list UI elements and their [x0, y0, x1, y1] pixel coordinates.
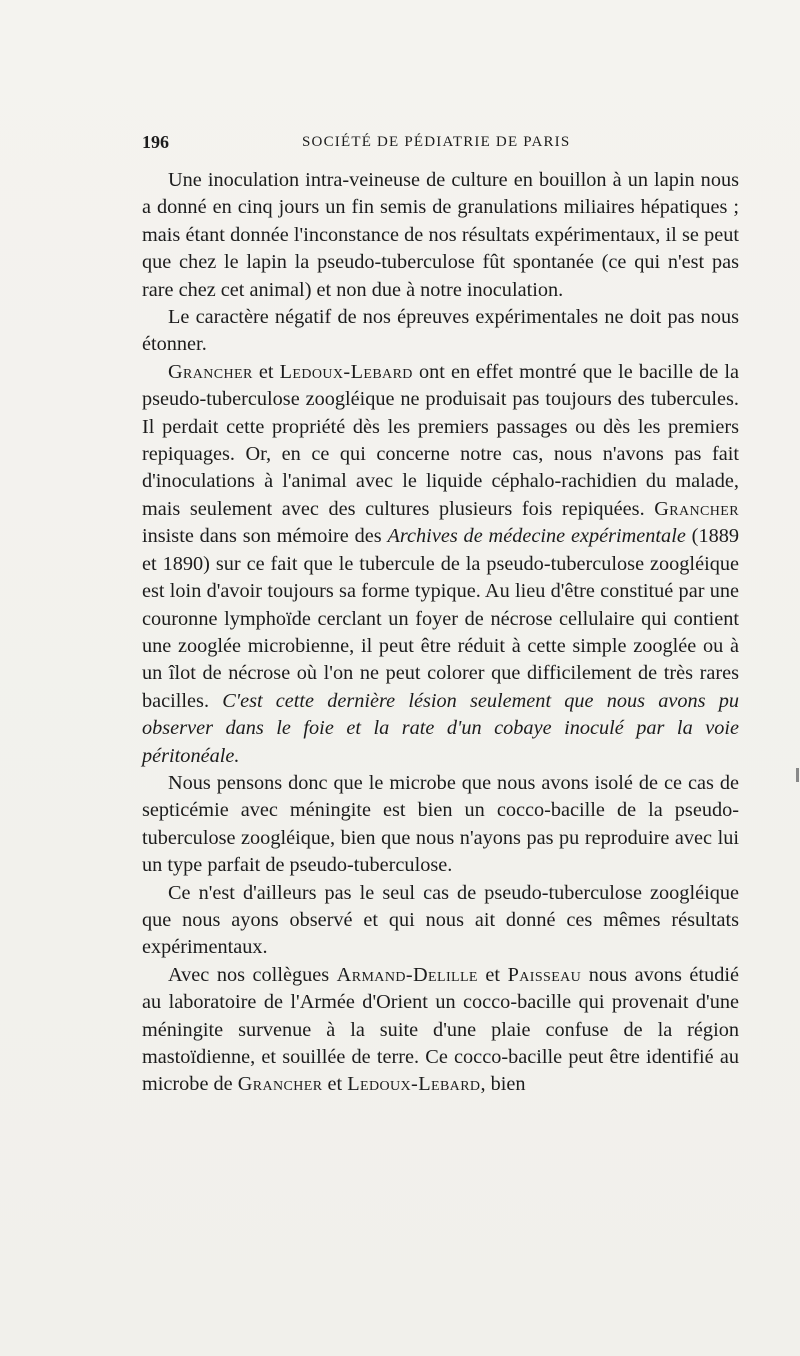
paragraph — [142, 962, 739, 1099]
page-header — [142, 132, 742, 154]
text-run: nous avons étudié au laboratoire de l'Armée d'Orient un cocco-bacille qui provenait d'une méningite survenue à la suite d'une plaie confuse de la région mastoïdienne, et souillée de terre. Ce cocco-bacille peut être identifié au microbe de — [142, 963, 739, 1096]
author-name: Ledoux-Lebard — [279, 360, 413, 383]
author-name: Ledoux-Lebard — [347, 1073, 481, 1096]
text-run: Une inoculation intra-veineuse de culture en bouillon à un lapin nous a donné en cinq jours un fin semis de granulations miliaires hépatiques ; mais étant donnée l'inconstance de nos résultats expérimentaux, il se peut que chez le lapin la pseudo-tuberculose fût spontanée (ce qui n'est pas rare chez cet animal) et non due à notre inoculation. — [142, 169, 739, 301]
author-name: Paisseau — [507, 963, 582, 986]
text-run: et — [322, 1073, 348, 1096]
author-name: Armand-Delille — [336, 963, 478, 986]
text-run: et — [252, 360, 280, 383]
paragraph — [142, 770, 739, 880]
author-name: Grancher — [654, 497, 739, 520]
paragraph — [142, 359, 739, 770]
italic-passage: C'est cette dernière lésion seulement que nous avons pu observer dans le foie et la rate d'un cobaye inoculé par la voie péritonéale. — [142, 689, 739, 767]
body-text — [142, 167, 739, 1099]
paragraph — [142, 167, 739, 304]
author-name: Grancher — [237, 1073, 323, 1096]
text-run: Avec nos collègues — [168, 963, 337, 986]
page-number: 196 — [142, 132, 169, 152]
text-run: Le caractère négatif de nos épreuves expérimentales ne doit pas nous étonner. — [142, 306, 739, 356]
journal-title: Archives de médecine expérimentale — [387, 525, 686, 548]
running-title: SOCIÉTÉ DE PÉDIATRIE DE PARIS — [302, 134, 571, 150]
author-name: Grancher — [168, 360, 253, 383]
text-run: et — [477, 963, 508, 986]
paragraph — [142, 304, 739, 359]
text-run: Ce n'est d'ailleurs pas le seul cas de pseudo-tuberculose zoogléique que nous ayons observé et qui nous ait donné ces mêmes résultats expérimentaux. — [142, 881, 739, 959]
text-run: Nous pensons donc que le microbe que nous avons isolé de ce cas de septicémie avec méningite est bien un cocco-bacille de la pseudo-tuberculose zoogléique, bien que nous n'ayons pas pu reproduire avec lui un type parfait de pseudo-tuberculose. — [142, 771, 739, 877]
text-run: (1889 et 1890) sur ce fait que le tubercule de la pseudo-tuberculose zoogléique est loin d'avoir toujours sa forme typique. Au lieu d'être constitué par une couronne lymphoïde cerclant un foyer de nécrose cellulaire qui contient une zooglée microbienne, il peut être réduit à cette simple zooglée ou à un îlot de nécrose où l'on ne peut colorer que difficilement de très rares bacilles. — [142, 525, 740, 712]
text-run: insiste dans son mémoire des — [142, 525, 388, 548]
text-run: ont en effet montré que le bacille de la pseudo-tuberculose zoogléique ne produisait pas toujours des tubercules. Il perdait cette propriété dès les premiers passages ou dès les premiers repiquages. Or, en ce qui concerne notre cas, nous n'avons pas fait d'inoculations à l'animal avec le liquide céphalo-rachidien du malade, mais seulement avec des cultures plusieurs fois repiquées. — [142, 360, 739, 520]
scan-edge-mark — [796, 768, 799, 782]
paragraph — [142, 880, 739, 962]
text-run: , bien — [480, 1073, 526, 1096]
